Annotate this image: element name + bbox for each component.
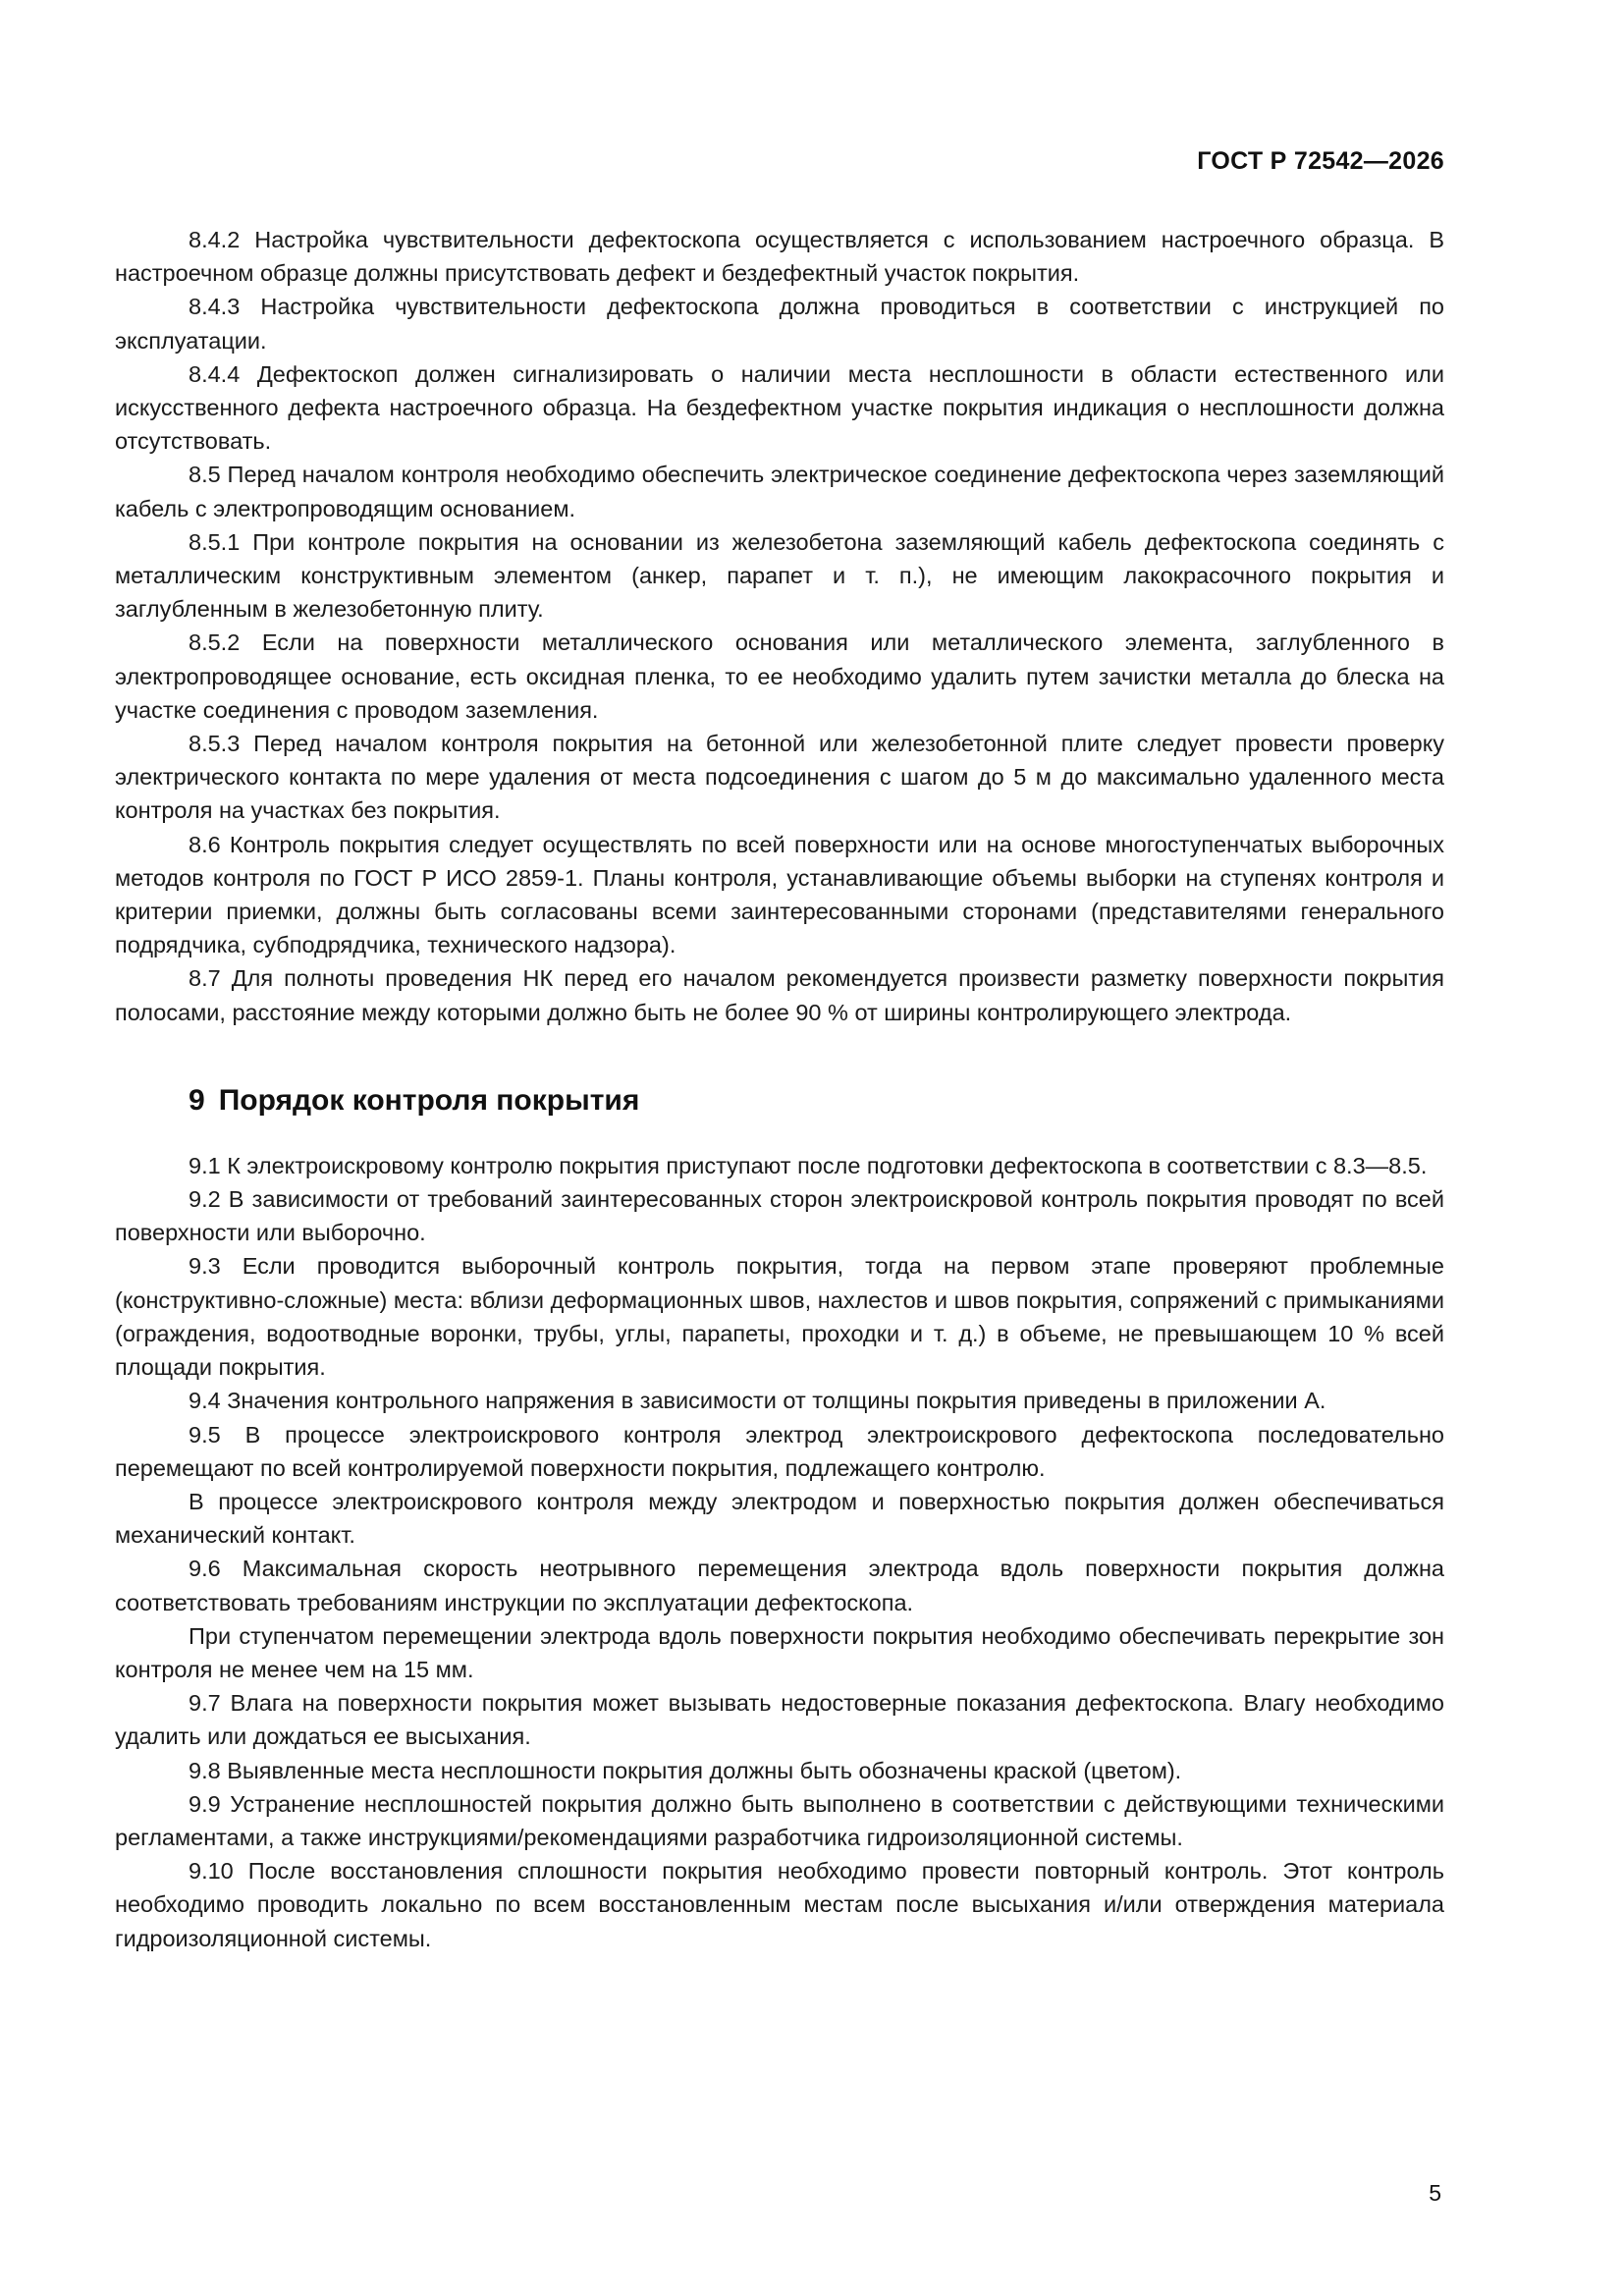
page-number: 5 — [1429, 2180, 1441, 2206]
paragraph-9-10: 9.10 После восстановления сплошности покрытия необходимо провести повторный контроль. Этот контроль необходимо проводить локально по всем восстановленным местам после высыхания и/или отверждения материала гидроизоляционной системы. — [115, 1858, 1444, 1951]
paragraph-9-3: 9.3 Если проводится выборочный контроль покрытия, тогда на первом этапе проверяют проблемные (конструктивно-сложные) места: вблизи деформационных швов, нахлестов и швов покрытия, сопряжений с примыканиями (ограждения, водоотводные воронки, трубы, углы, парапеты, проходки и т. д.) в объеме, не превышающем 10 % всей площади покрытия. — [115, 1253, 1444, 1381]
section-number: 9 — [189, 1083, 205, 1117]
paragraph-9-6-step: При ступенчатом перемещении электрода вдоль поверхности покрытия необходимо обеспечивать перекрытие зон контроля не менее чем на 15 мм. — [115, 1622, 1444, 1682]
paragraph-8-5-1: 8.5.1 При контроле покрытия на основании из железобетона заземляющий кабель дефектоскопа соединять с металлическим конструктивным элементом (анкер, парапет и т. п.), не имеющим лакокрасочного покрытия и заглубленным в железобетонную плиту. — [115, 528, 1444, 623]
paragraph-9-1: 9.1 К электроискровому контролю покрытия приступают после подготовки дефектоскопа в соответствии с 8.3—8.5. — [189, 1152, 1428, 1178]
paragraph-8-5-3: 8.5.3 Перед началом контроля покрытия на бетонной или железобетонной плите следует провести проверку электрического контакта по мере удаления от места подсоединения с шагом до 5 м до максимально удаленного места контроля на участках без покрытия. — [115, 731, 1444, 824]
paragraph-8-5: 8.5 Перед началом контроля необходимо обеспечить электрическое соединение дефектоскопа через заземляющий кабель с электропроводящим основанием. — [115, 462, 1444, 521]
paragraph-8-5-2: 8.5.2 Если на поверхности металлического основания или металлического элемента, заглубленного в электропроводящее основание, есть оксидная пленка, то ее необходимо удалить путем зачистки металла до блеска на участке соединения с проводом заземления. — [115, 629, 1444, 723]
paragraph-9-7: 9.7 Влага на поверхности покрытия может вызывать недостоверные показания дефектоскопа. Влагу необходимо удалить или дождаться ее высыхания. — [115, 1690, 1444, 1750]
paragraph-9-6: 9.6 Максимальная скорость неотрывного перемещения электрода вдоль поверхности покрытия должна соответствовать требованиям инструкции по эксплуатации дефектоскопа. — [115, 1556, 1444, 1615]
paragraph-8-4-3: 8.4.3 Настройка чувствительности дефектоскопа должна проводиться в соответствии с инструкцией по эксплуатации. — [115, 294, 1444, 354]
paragraph-8-6: 8.6 Контроль покрытия следует осуществлять по всей поверхности или на основе многоступенчатых выборочных методов контроля по ГОСТ Р ИСО 2859-1. Планы контроля, устанавливающие объемы выборки на ступенях контроля и критерии приемки, должны быть согласованы всеми заинтересованными сторонами (представителями генерального подрядчика, субподрядчика, технического надзора). — [115, 831, 1444, 958]
section-heading — [189, 1082, 1444, 1120]
section-title: Порядок контроля покрытия — [218, 1083, 640, 1117]
document-code-header: ГОСТ Р 72542—2026 — [1197, 147, 1444, 175]
paragraph-9-8: 9.8 Выявленные места несплошности покрытия должны быть обозначены краской (цветом). — [189, 1757, 1182, 1783]
paragraph-9-5: 9.5 В процессе электроискрового контроля электрод электроискрового дефектоскопа последовательно перемещают по всей контролируемой поверхности покрытия, подлежащего контролю. — [115, 1421, 1444, 1481]
section-8-continued — [115, 223, 1444, 1029]
paragraph-9-9: 9.9 Устранение несплошностей покрытия должно быть выполнено в соответствии с действующими техническими регламентами, а также инструкциями/рекомендациями разработчика гидроизоляционной системы. — [115, 1790, 1444, 1850]
document-body — [115, 223, 1444, 1955]
paragraph-8-4-4: 8.4.4 Дефектоскоп должен сигнализировать о наличии места несплошности в области естественного или искусственного дефекта настроечного образца. На бездефектном участке покрытия индикация о несплошности должна отсутствовать. — [115, 360, 1444, 455]
paragraph-8-4-2: 8.4.2 Настройка чувствительности дефектоскопа осуществляется с использованием настроечного образца. В настроечном образце должны присутствовать дефект и бездефектный участок покрытия. — [115, 227, 1444, 287]
paragraph-9-4: 9.4 Значения контрольного напряжения в зависимости от толщины покрытия приведены в приложении А. — [189, 1388, 1326, 1414]
paragraph-9-2: 9.2 В зависимости от требований заинтересованных сторон электроискровой контроль покрытия проводят по всей поверхности или выборочно. — [115, 1186, 1444, 1246]
section-9 — [115, 1149, 1444, 1955]
paragraph-8-7: 8.7 Для полноты проведения НК перед его началом рекомендуется произвести разметку поверхности покрытия полосами, расстояние между которыми должно быть не более 90 % от ширины контролирующего электрода. — [115, 965, 1444, 1025]
paragraph-9-5-contact: В процессе электроискрового контроля между электродом и поверхностью покрытия должен обеспечиваться механический контакт. — [115, 1488, 1444, 1549]
